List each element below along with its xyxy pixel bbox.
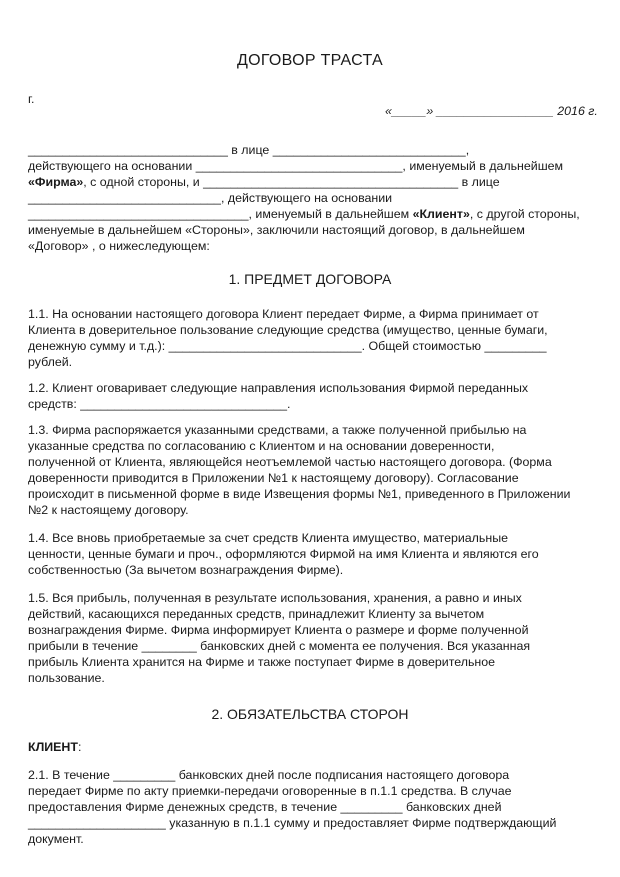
client-heading: КЛИЕНТ: [28, 740, 82, 754]
preamble-line: ________________________________, именуемый в дальнейшем «Клиент», с другой стороны, [28, 207, 580, 221]
clause-1-5-line: прибыль Клиента хранится на Фирме и также поступает Фирме в доверительное [28, 655, 496, 669]
date-field: «_____» _________________ 2016 г. [385, 104, 598, 118]
preamble-line: именуемые в дальнейшем «Стороны», заключили настоящий договор, в дальнейшем [28, 223, 525, 237]
clause-2-1-line: передает Фирме по акту приемки-передачи оговоренные в п.1.1 средства. В случае [28, 784, 512, 798]
city-field: г. [28, 92, 35, 106]
preamble-line: «Фирма», с одной стороны, и _____________________________________ в лице [28, 175, 500, 189]
preamble-line: действующего на основании ______________________________, именуемый в дальнейшем [28, 159, 564, 173]
clause-1-5-line: пользование. [28, 671, 105, 685]
client-term: «Клиент» [412, 207, 470, 221]
clause-1-3-line: указанные средства по согласованию с Клиентом и на основании доверенности, [28, 439, 495, 453]
clause-1-1-line: рублей. [28, 355, 73, 369]
clause-1-3-line: доверенности приводится в Приложении №1 к настоящему договору). Согласование [28, 471, 519, 485]
preamble-line: _____________________________ в лице ____________________________, [28, 143, 470, 157]
preamble-line: ____________________________, действующего на основании [28, 191, 393, 205]
clause-2-1-line: предоставления Фирме денежных средств, в течение _________ банковских дней [28, 800, 502, 814]
clause-1-1-line: 1.1. На основании настоящего договора Клиент передает Фирме, а Фирма принимает от [28, 307, 539, 321]
clause-1-4-line: собственностью (За вычетом вознаграждения Фирме). [28, 563, 344, 577]
clause-1-3-line: происходит в письменной форме в виде Извещения формы №1, приведенного в Приложении [28, 487, 571, 501]
preamble-line: «Договор» , о нижеследующем: [28, 239, 210, 253]
firm-term: «Фирма» [28, 175, 84, 189]
document-title: ДОГОВОР ТРАСТА [236, 52, 384, 69]
clause-1-5-line: вознаграждения Фирме. Фирма информирует Клиента о размере и форме полученной [28, 623, 529, 637]
clause-2-1-line: 2.1. В течение _________ банковских дней после подписания настоящего договора [28, 768, 510, 782]
clause-1-1-line: денежную сумму и т.д.): ____________________________. Общей стоимостью _________ [28, 339, 547, 353]
section-1-title: 1. ПРЕДМЕТ ДОГОВОРА [228, 271, 392, 287]
section-2-title: 2. ОБЯЗАТЕЛЬСТВА СТОРОН [211, 706, 409, 722]
clause-1-4-line: 1.4. Все вновь приобретаемые за счет средств Клиента имущество, материальные [28, 531, 508, 545]
clause-1-2-line: 1.2. Клиент оговаривает следующие направления использования Фирмой переданных [28, 381, 529, 395]
clause-1-5-line: действий, касающихся переданных средств, принадлежит Клиенту за вычетом [28, 607, 485, 621]
clause-1-4-line: ценности, ценные бумаги и проч., оформляются Фирмой на имя Клиента и являются его [28, 547, 539, 561]
clause-1-3-line: №2 к настоящему договору. [28, 503, 189, 517]
clause-2-1-line: ____________________ указанную в п.1.1 сумму и предоставляет Фирме подтверждающий [28, 816, 557, 830]
clause-2-1-line: документ. [28, 832, 84, 846]
clause-1-2-line: средств: ______________________________. [28, 397, 291, 411]
clause-1-3-line: 1.3. Фирма распоряжается указанными средствами, а также полученной прибылью на [28, 423, 527, 437]
clause-1-5-line: прибыли в течение ________ банковских дней с момента ее получения. Вся указанная [28, 639, 531, 653]
clause-1-1-line: Клиента в доверительное пользование следующие средства (имущество, ценные бумаги, [28, 323, 548, 337]
clause-1-3-line: полученной от Клиента, являющейся неотъемлемой частью настоящего договора. (Форма [28, 455, 552, 469]
clause-1-5-line: 1.5. Вся прибыль, полученная в результате использования, хранения, а равно и иных [28, 591, 522, 605]
